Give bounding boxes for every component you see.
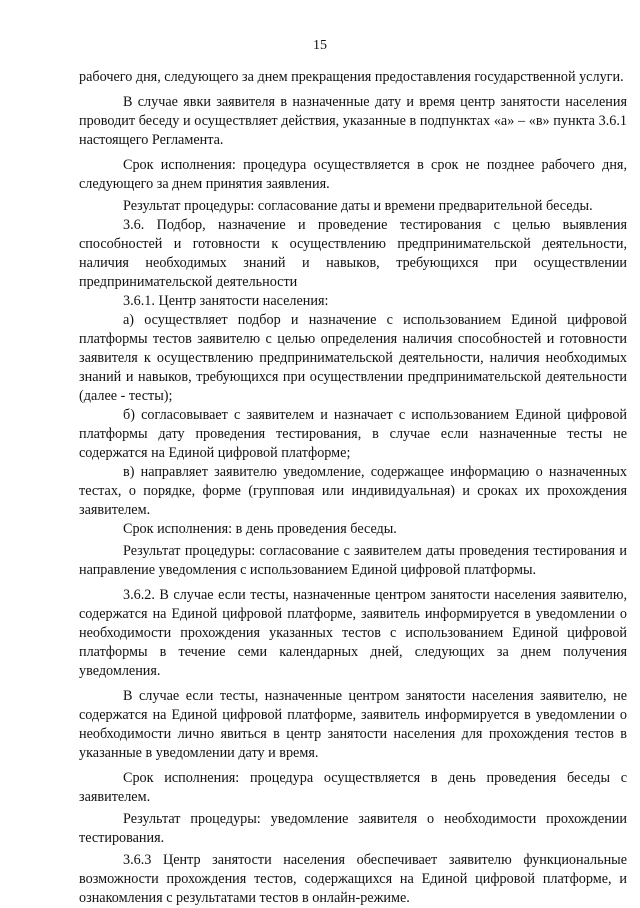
paragraph-deadline: Срок исполнения: в день проведения беседы. — [123, 521, 397, 537]
paragraph-3-6-2: 3.6.2. В случае если тесты, назначенные центром занятости населения заявителю, содержатся на Единой цифровой платформе, заявитель информируется в уведомлении о необходимости прохождения указанных тестов с использованием Единой цифровой платформы в течение семи календарных дней, следующих за днем получения уведомления. — [79, 587, 627, 679]
document-body — [79, 68, 627, 908]
paragraph-result: Результат процедуры: согласование с заявителем даты проведения тестирования и направление уведомления с использованием Единой цифровой платформы. — [79, 543, 627, 578]
paragraph-tests-not-on-platform: В случае если тесты, назначенные центром занятости населения заявителю, не содержатся на Единой цифровой платформе, заявитель информируется в уведомлении о необходимости лично явиться в центр занятости населения для прохождения тестов в указанные в уведомлении дату и время. — [79, 688, 627, 761]
paragraph-3-6-3: 3.6.3 Центр занятости населения обеспечивает заявителю функциональные возможности прохождения тестов, содержащихся на Единой цифровой платформе, и ознакомления с результатами тестов в онлайн-режиме. — [79, 852, 627, 906]
list-item-v: в) направляет заявителю уведомление, содержащее информацию о назначенных тестах, о порядке, форме (групповая или индивидуальная) и сроках их прохождения заявителем. — [79, 464, 627, 518]
page-number: 15 — [313, 38, 327, 53]
paragraph-deadline: Срок исполнения: процедура осуществляется в срок не позднее рабочего дня, следующего за днем принятия заявления. — [79, 157, 627, 192]
paragraph-continuation: рабочего дня, следующего за днем прекращения предоставления государственной услуги. — [79, 69, 624, 85]
list-item-a: а) осуществляет подбор и назначение с использованием Единой цифровой платформы тестов заявителю с целью определения наличия способностей и готовности заявителя к осуществлению предпринимательской деятельности, наличия необходимых знаний и навыков, требующихся при осуществлении предпринимательской деятельности (далее - тесты); — [79, 312, 627, 404]
list-item-b: б) согласовывает с заявителем и назначает с использованием Единой цифровой платформы дату проведения тестирования, в случае если назначенные тесты не содержатся на Единой цифровой платформе; — [79, 407, 627, 461]
paragraph-deadline: Срок исполнения: процедура осуществляется в день проведения беседы с заявителем. — [79, 770, 627, 805]
section-heading-3-6: 3.6. Подбор, назначение и проведение тестирования с целью выявления способностей и готовности к осуществлению предпринимательской деятельности, наличия необходимых знаний и навыков, требующихся при осуществлении предпринимательской деятельности — [79, 217, 627, 290]
paragraph-result: Результат процедуры: уведомление заявителя о необходимости прохождении тестирования. — [79, 811, 627, 846]
paragraph-3-6-1: 3.6.1. Центр занятости населения: — [123, 293, 329, 309]
paragraph-applicant-appearance: В случае явки заявителя в назначенные дату и время центр занятости населения проводит беседу и осуществляет действия, указанные в подпунктах «а» – «в» пункта 3.6.1 настоящего Регламента. — [79, 94, 627, 148]
paragraph-result: Результат процедуры: согласование даты и времени предварительной беседы. — [123, 198, 593, 214]
